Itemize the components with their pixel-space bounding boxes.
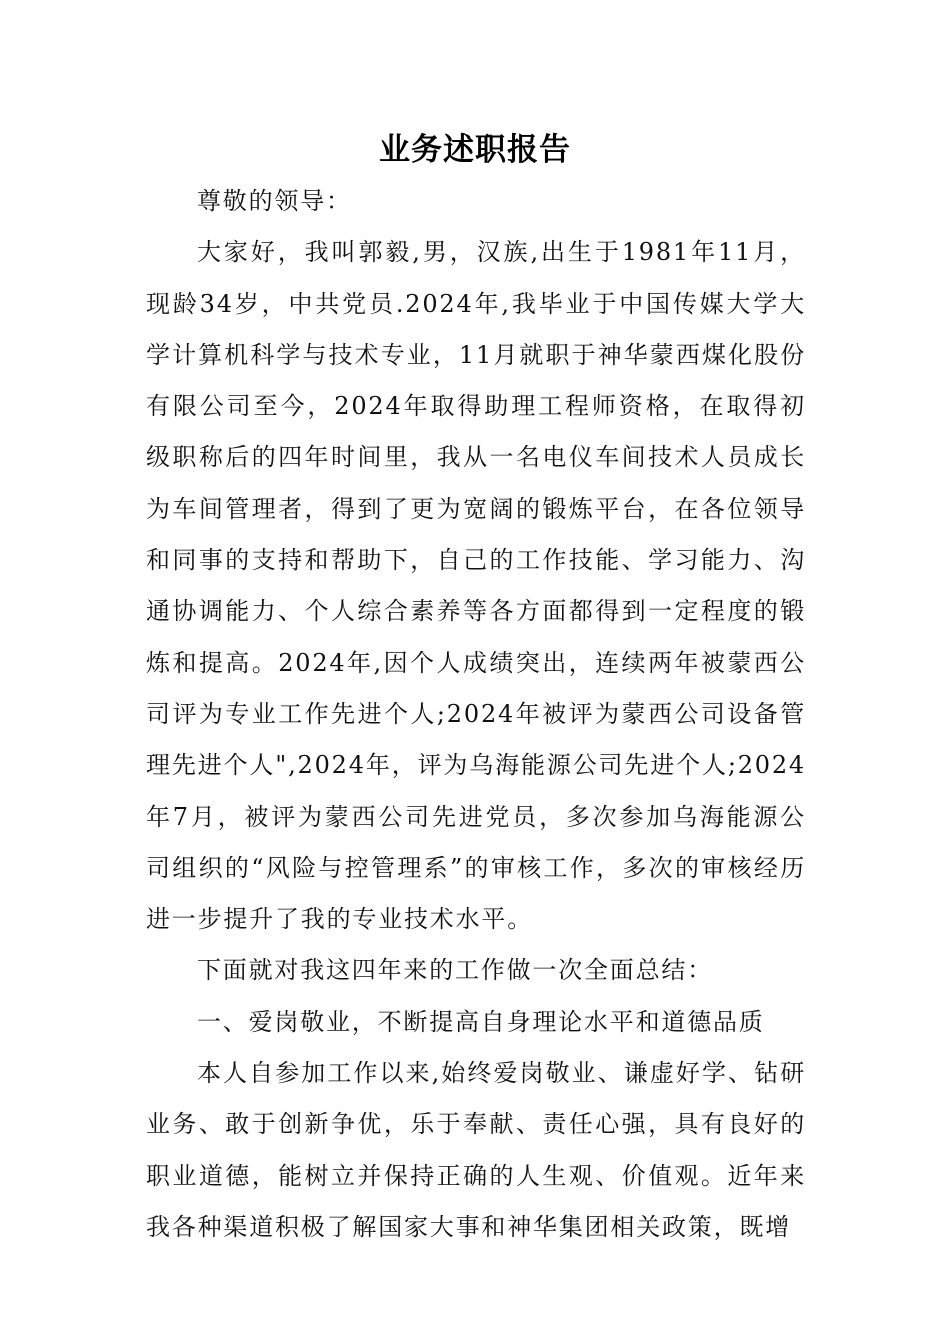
paragraph-introduction: 大家好，我叫郭毅,男，汉族,出生于1981年11月，现龄34岁，中共党员.2024年,我毕业于中国传媒大学大学计算机科学与技术专业，11月就职于神华蒙西煤化股份有限公司至今，2024年取得助理工程师资格，在取得初级职称后的四年时间里，我从一名电仪车间技术人员成长为车间管理者，得到了更为宽阔的锻炼平台，在各位领导和同事的支持和帮助下，自己的工作技能、学习能力、沟通协调能力、个人综合素养等各方面都得到一定程度的锻炼和提高。2024年,因个人成绩突出，连续两年被蒙西公司评为专业工作先进个人;2024年被评为蒙西公司设备管理先进个人",2024年，评为乌海能源公司先进个人;2024年7月，被评为蒙西公司先进党员，多次参加乌海能源公司组织的“风险与控管理系”的审核工作，多次的审核经历进一步提升了我的专业技术水平。: [146, 238, 806, 934]
section-heading-1: 一、爱岗敬业，不断提高自身理论水平和道德品质: [197, 1007, 765, 1036]
document-title: 业务述职报告: [379, 132, 571, 168]
salutation: 尊敬的领导：: [197, 187, 352, 215]
paragraph-section-1: 本人自参加工作以来,始终爱岗敬业、谦虚好学、钻研业务、敢于创新争优，乐于奉献、责任心强，具有良好的职业道德，能树立并保持正确的人生观、价值观。近年来我各种渠道积极了解国家大事和神华集团相关政策，既增: [146, 1059, 806, 1241]
document-body: [146, 176, 806, 1253]
paragraph-summary-intro: 下面就对我这四年来的工作做一次全面总结：: [197, 956, 713, 985]
